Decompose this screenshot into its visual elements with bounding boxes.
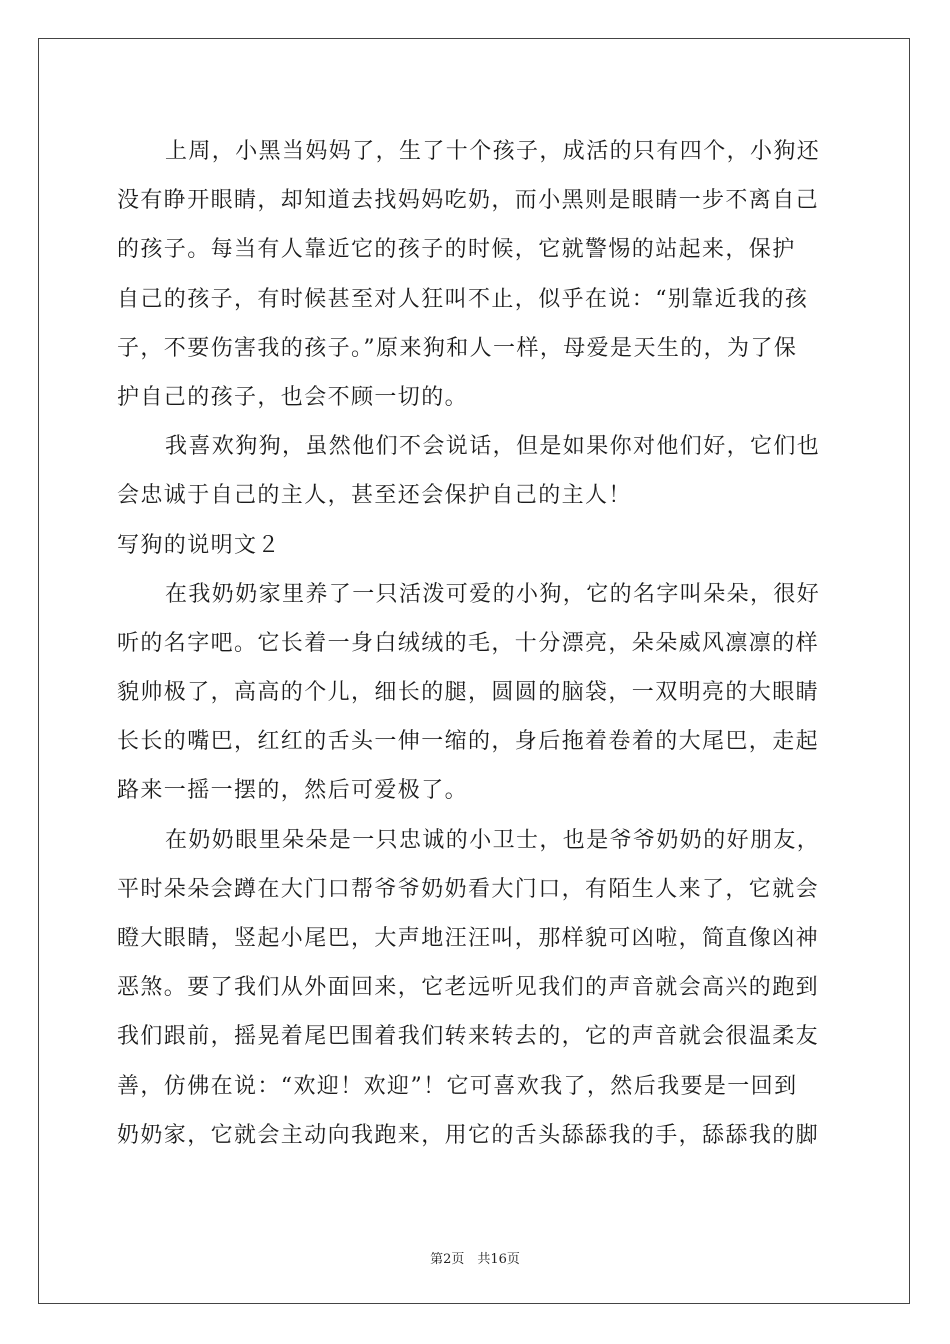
text-line: 在奶奶眼里朵朵是一只忠诚的小卫士，也是爷爷奶奶的好朋友， <box>165 827 821 853</box>
text-line: 子，不要伤害我的孩子。”原来狗和人一样，母爱是天生的，为了保 <box>117 335 798 361</box>
text-line: 恶煞。要了我们从外面回来，它老远听见我们的声音就会高兴的跑到 <box>117 975 820 1001</box>
text-line: 上周，小黑当妈妈了，生了十个孩子，成活的只有四个，小狗还 <box>165 139 821 164</box>
text-line: 会忠诚于自己的主人，甚至还会保护自己的主人！ <box>117 483 632 509</box>
text-line: 长长的嘴巴，红红的舌头一伸一缩的，身后拖着卷着的大尾巴，走起 <box>117 729 820 755</box>
text-line: 护自己的孩子，也会不顾一切的。 <box>117 384 469 410</box>
text-line: 貌帅极了，高高的个儿，细长的腿，圆圆的脑袋，一双明亮的大眼睛 <box>117 680 820 706</box>
text-line: 的孩子。每当有人靠近它的孩子的时候，它就警惕的站起来，保护 <box>117 237 796 263</box>
text-line: 听的名字吧。它长着一身白绒绒的毛，十分漂亮，朵朵威风凛凛的样 <box>117 630 820 656</box>
text-line: 我喜欢狗狗，虽然他们不会说话，但是如果你对他们好，它们也 <box>165 434 821 460</box>
text-line: 没有睁开眼睛，却知道去找妈妈吃奶，而小黑则是眼睛一步不离自己 <box>117 188 820 214</box>
page-number: 第2页 共16页 <box>430 1252 520 1267</box>
text-line: 自己的孩子，有时候甚至对人狂叫不止，似乎在说：“别靠近我的孩 <box>117 286 809 312</box>
text-line: 善，仿佛在说：“欢迎！欢迎”！它可喜欢我了，然后我要是一回到 <box>117 1073 798 1099</box>
text-line: 平时朵朵会蹲在大门口帮爷爷奶奶看大门口，有陌生人来了，它就会 <box>117 876 820 902</box>
text-line: 在我奶奶家里养了一只活泼可爱的小狗，它的名字叫朵朵，很好 <box>165 581 821 607</box>
text-line: 路来一摇一摆的，然后可爱极了。 <box>117 778 469 804</box>
document-body <box>117 127 833 1160</box>
text-line: 奶奶家，它就会主动向我跑来，用它的舌头舔舔我的手，舔舔我的脚 <box>117 1122 820 1148</box>
text-line: 瞪大眼睛，竖起小尾巴，大声地汪汪叫，那样貌可凶啦，简直像凶神 <box>117 926 820 951</box>
section-heading: 写狗的说明文２ <box>117 532 281 558</box>
text-line: 我们跟前，摇晃着尾巴围着我们转来转去的，它的声音就会很温柔友 <box>117 1024 820 1050</box>
